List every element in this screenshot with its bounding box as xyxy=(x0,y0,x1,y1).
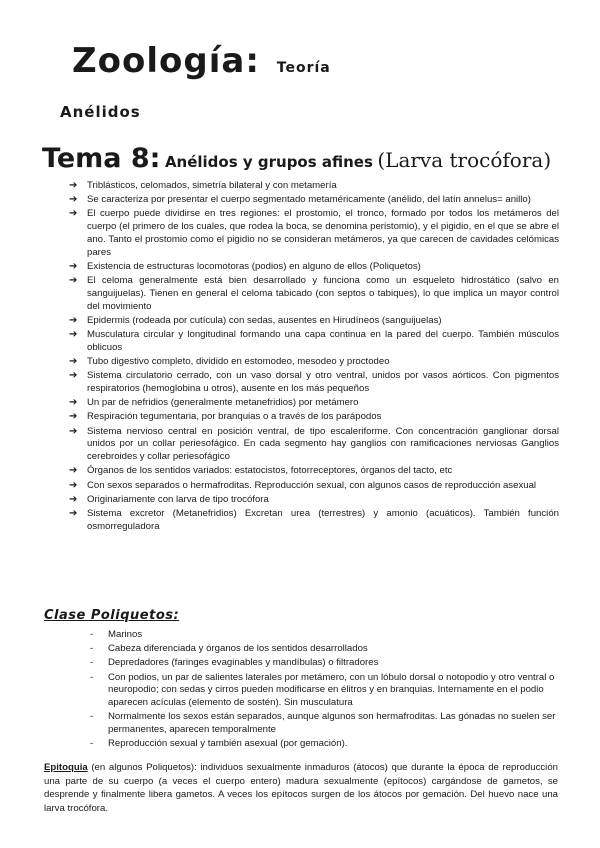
list-item: ➔ Existencia de estructuras locomotoras (podios) en alguno de ellos (Poliquetos) xyxy=(69,260,421,272)
features-list xyxy=(69,180,559,535)
section-heading: Anélidos xyxy=(60,103,141,121)
list-item: ➔ Tubo digestivo completo, dividido en estomodeo, mesodeo y proctodeo xyxy=(69,356,390,368)
list-item: ➔ El celoma generalmente está bien desarrollado y funciona como un esqueleto hidrostático (salvo en sanguijuelas). Tienen en general el celoma tabicado (con septos o tabiques), lo que implica un mayor control del movimiento xyxy=(69,275,559,312)
tema-heading xyxy=(42,141,551,181)
arrow-icon: ➔ xyxy=(69,314,78,326)
arrow-icon: ➔ xyxy=(69,397,78,409)
list-item: ➔ El cuerpo puede dividirse en tres regiones: el prostomio, el tronco, formado por todos los metámeros del cuerpo (el primero de los cuales, que rodea la boca, se denomina peristomio), y el pigidio, en el que se abre el ano. Tanto el prostomio como el pigidio no se consideran metámeros, ya que carecen de cavidades celómicas pares xyxy=(69,208,559,258)
list-item: ➔ Órganos de los sentidos variados: estatocistos, fotorreceptores, órganos del tacto, etc xyxy=(69,465,453,477)
dash-icon: - xyxy=(90,657,94,669)
arrow-icon: ➔ xyxy=(69,425,78,437)
list-item: - Reproducción sexual y también asexual (por gemación). xyxy=(90,738,348,750)
arrow-icon: ➔ xyxy=(69,275,78,287)
list-item: ➔ Sistema circulatorio cerrado, con un vaso dorsal y otro ventral, unidos por vasos aórticos. Con pigmentos respiratorios (hemoglobina u otros), ausente en los más pequeños xyxy=(69,370,559,395)
clase-heading: Clase Poliquetos: xyxy=(44,608,180,623)
arrow-icon: ➔ xyxy=(69,208,78,220)
arrow-icon: ➔ xyxy=(69,260,78,272)
list-item: ➔ Originariamente con larva de tipo trocófora xyxy=(69,493,269,505)
title-subtitle: Teoría xyxy=(276,60,331,76)
list-item: ➔ Musculatura circular y longitudinal formando una capa continua en la pared del cuerpo. También músculos oblicuos xyxy=(69,329,559,353)
epitoquia-text: (en algunos Poliquetos): individuos sexualmente inmaduros (átocos) que durante la época de reproducción una parte de su cuerpo (a veces el cuerpo entero) madura sexualmente (epítocos) cargándose de gametos, se desprende y finalmente libera gametos. A veces los epítocos surgen de los átocos por gemación. Del huevo nace una larva trocófora. xyxy=(44,762,558,814)
arrow-icon: ➔ xyxy=(69,479,78,491)
arrow-icon: ➔ xyxy=(69,493,78,505)
title-text: Zoología: xyxy=(72,41,260,81)
arrow-icon: ➔ xyxy=(69,370,78,382)
arrow-icon: ➔ xyxy=(69,411,78,423)
list-item: - Marinos xyxy=(90,629,143,640)
tema-number: Tema 8: xyxy=(42,143,161,174)
dash-icon: - xyxy=(90,629,94,640)
arrow-icon: ➔ xyxy=(69,356,78,368)
list-item: - Depredadores (faringes evaginables y mandíbulas) o filtradores xyxy=(90,657,379,669)
epitoquia-term: Epitoquia xyxy=(44,762,88,773)
list-item: ➔ Sistema excretor (Metanefridios) Excretan urea (terrestres) y amonio (acuáticos). También función osmorreguladora xyxy=(69,507,559,532)
list-item: ➔ Respiración tegumentaria, por branquias o a través de los parápodos xyxy=(69,411,382,423)
list-item: ➔ Un par de nefridios (generalmente metanefridios) por metámero xyxy=(69,397,359,409)
dash-icon: - xyxy=(90,643,94,655)
list-item: ➔ Con sexos separados o hermafroditas. Reproducción sexual, con algunos casos de reproducción asexual xyxy=(69,479,537,491)
dash-icon: - xyxy=(90,711,94,723)
dash-icon: - xyxy=(90,738,94,750)
list-item: - Cabeza diferenciada y órganos de los sentidos desarrollados xyxy=(90,643,368,655)
arrow-icon: ➔ xyxy=(69,465,78,477)
arrow-icon: ➔ xyxy=(69,194,78,206)
arrow-icon: ➔ xyxy=(69,180,78,191)
list-item: ➔ Triblásticos, celomados, simetría bilateral y con metamería xyxy=(69,180,337,191)
list-item: ➔ Epidermis (rodeada por cutícula) con sedas, ausentes en Hirudíneos (sanguijuelas) xyxy=(69,314,442,326)
list-item: ➔ Se caracteriza por presentar el cuerpo segmentado metaméricamente (anélido, del latín annelus= anillo) xyxy=(69,194,531,206)
tema-subtitle: (Larva trocófora) xyxy=(377,148,552,172)
arrow-icon: ➔ xyxy=(69,329,78,341)
clase-list xyxy=(90,629,560,753)
dash-icon: - xyxy=(90,671,94,683)
list-item: - Normalmente los sexos están separados, aunque algunos son hermafroditas. Las gónadas no suelen ser permanentes, aparecen temporalmente xyxy=(90,711,556,736)
epitoquia-paragraph xyxy=(44,761,558,815)
arrow-icon: ➔ xyxy=(69,507,78,519)
tema-title: Anélidos y grupos afines xyxy=(164,153,373,171)
page-title xyxy=(72,40,331,89)
list-item: ➔ Sistema nervioso central en posición ventral, de tipo escaleriforme. Con concentración ganglionar dorsal unidos por un collar periesofágico. En cada segmento hay ganglios con ramificaciones nerviosas Ganglios cerebroides y collar periesofágico xyxy=(69,425,559,463)
list-item: - Con podios, un par de salientes laterales por metámero, con un lóbulo dorsal o notopodio y otro ventral o neuropodio; con sedas y cirros pueden modificarse en élitros y en branquias. Internamente en el podio aparecen acículas (elemento de sostén). Sin musculatura xyxy=(90,671,555,709)
